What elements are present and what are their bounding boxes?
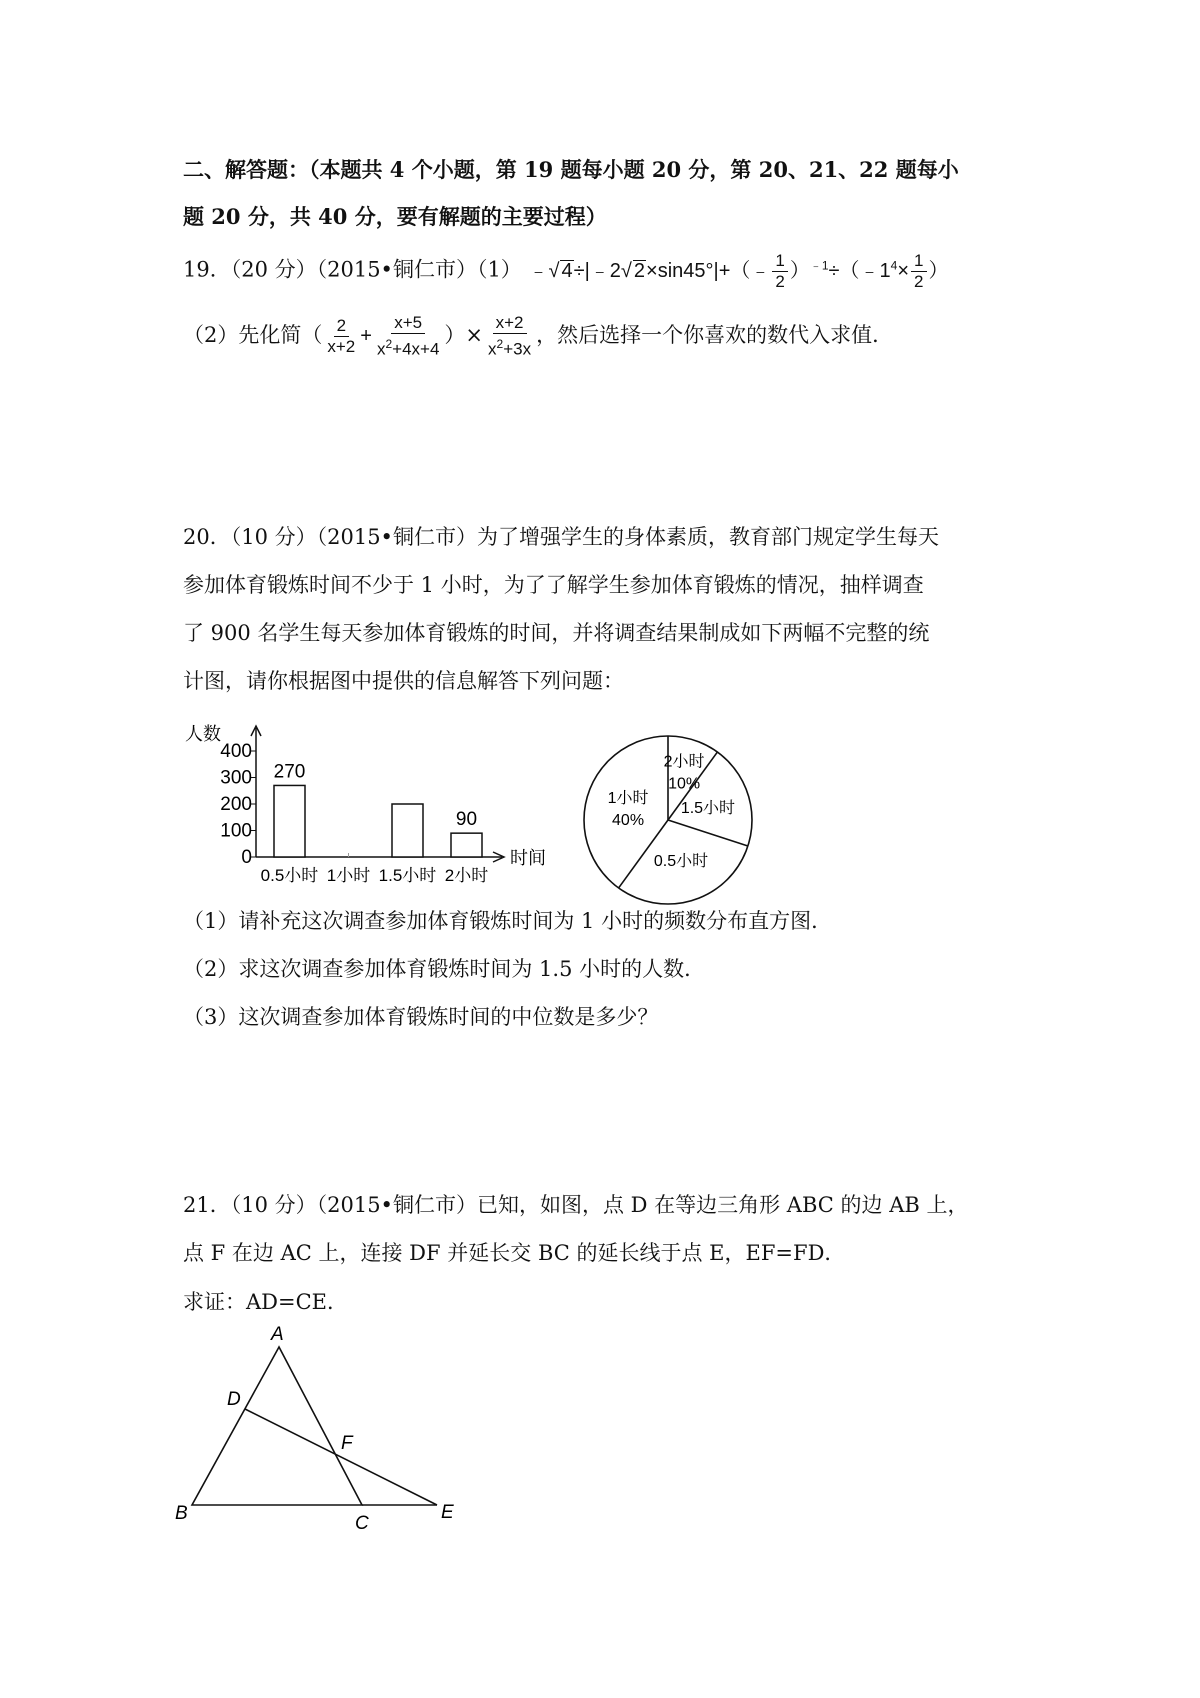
- frac-den: [374, 334, 442, 360]
- bar: [392, 804, 423, 857]
- exponent-neg1: ﹣1: [809, 258, 829, 272]
- den-rest: +4x+4: [392, 339, 440, 359]
- line-de: [245, 1409, 437, 1505]
- q20-line2: 参加体育锻炼时间不少于 1 小时，为了了解学生参加体育锻炼的情况，抽样调查: [183, 573, 924, 597]
- q21-line1: 21．（10 分）（2015•铜仁市）已知，如图，点 D 在等边三角形 ABC 的边 AB 上，: [183, 1193, 969, 1217]
- q19-expression: [528, 250, 949, 291]
- q20-line3: 了 900 名学生每天参加体育锻炼的时间，并将调查结果制成如下两幅不完整的统: [183, 621, 930, 645]
- y-tick-label: 400: [220, 741, 252, 762]
- den-exp: 2: [496, 337, 504, 352]
- pie-slice-label: 1小时: [607, 790, 649, 808]
- radicand-4: 4: [561, 259, 573, 282]
- pie-slice-label: 2小时: [663, 753, 705, 771]
- frac-den: 2: [775, 271, 785, 291]
- x-category-label: 0.5小时: [260, 866, 319, 885]
- pie-slice-label: 0.5小时: [653, 852, 709, 870]
- label-f: F: [341, 1433, 353, 1454]
- expr-end: ）: [928, 259, 949, 282]
- expr-abs-open: ÷|﹣2: [573, 259, 621, 282]
- expr-close: ）: [789, 259, 810, 282]
- y-tick-label: 0: [241, 847, 252, 868]
- y-tick-label: 100: [220, 820, 252, 842]
- q20-sub1: （1）请补充这次调查参加体育锻炼时间为 1 小时的频数分布直方图．: [183, 909, 833, 933]
- x-axis-label: 时间: [510, 848, 546, 868]
- sqrt-sign: √: [548, 259, 560, 282]
- q19-part2-suffix: ，然后选择一个你喜欢的数代入求值．: [536, 323, 894, 347]
- frac-den: [485, 334, 534, 360]
- den-x: x: [376, 339, 386, 359]
- q20-sub2: （2）求这次调查参加体育锻炼时间为 1.5 小时的人数．: [183, 957, 706, 981]
- label-b: B: [175, 1503, 188, 1524]
- expr-sin: ×sin45°|+（﹣: [646, 259, 771, 282]
- pie-slice-label: 1.5小时: [680, 800, 736, 818]
- pie-chart: [568, 720, 768, 920]
- y-tick-label: 300: [220, 767, 252, 789]
- frac-num: x+2: [493, 313, 527, 334]
- den-x: x: [488, 339, 497, 359]
- triangle-abc: [192, 1347, 362, 1505]
- y-tick-label: 200: [220, 794, 252, 815]
- label-a: A: [271, 1325, 284, 1345]
- fraction-half: [772, 251, 787, 292]
- plus-sign: +: [360, 325, 372, 347]
- label-e: E: [441, 1502, 454, 1523]
- frac-num: 1: [772, 251, 787, 272]
- q21-line3: 求证：AD=CE．: [183, 1290, 348, 1314]
- bar-value-label: 90: [455, 809, 478, 831]
- y-axis-label: 人数: [185, 724, 221, 744]
- q19-part1: [183, 250, 949, 292]
- x-category-label: 2小时: [444, 866, 489, 885]
- expr-times: ×: [897, 259, 910, 282]
- den-exp: 2: [385, 337, 393, 352]
- radicand-2: 2: [633, 259, 646, 282]
- bar: [451, 833, 482, 857]
- bar: [274, 785, 305, 857]
- label-c: C: [355, 1513, 369, 1534]
- pie-slice-percent: 40%: [612, 812, 645, 830]
- q19-prefix: 19．（20 分）（2015•铜仁市）（1）: [183, 257, 522, 282]
- sqrt-sign: √: [620, 259, 632, 282]
- q20-line4: 计图，请你根据图中提供的信息解答下列问题：: [183, 669, 624, 693]
- fraction-half-2: [911, 251, 926, 292]
- expr-div: ÷（﹣1: [828, 259, 891, 282]
- q21-line2: 点 F 在边 AC 上，连接 DF 并延长交 BC 的延长线于点 E，EF=FD．: [183, 1241, 846, 1265]
- frac-num: 1: [911, 251, 926, 272]
- q19-part2: [183, 310, 893, 361]
- pie-slice-percent: 10%: [668, 775, 701, 793]
- q19-close: ）×: [444, 323, 484, 347]
- frac-num: x+5: [391, 313, 425, 334]
- x-category-label: 1小时: [326, 866, 371, 885]
- q20-line1: 20．（10 分）（2015•铜仁市）为了增强学生的身体素质，教育部门规定学生每天: [183, 525, 939, 549]
- fraction-2-over-x2: [324, 316, 358, 357]
- q19-part2-prefix: （2）先化简（: [183, 323, 323, 347]
- triangle-figure: [175, 1325, 475, 1535]
- fraction-x2-over: [485, 313, 534, 360]
- frac-den: x+2: [327, 337, 356, 356]
- frac-den: 2: [914, 271, 924, 291]
- section-heading-line1: 二、解答题：（本题共 4 个小题，第 19 题每小题 20 分，第 20、21、22 题每小: [183, 157, 959, 182]
- expr-minus: ﹣: [528, 259, 549, 282]
- label-d: D: [227, 1389, 241, 1410]
- x-category-label: 1.5小时: [378, 866, 437, 885]
- frac-num: 2: [334, 316, 349, 337]
- bar-value-label: 270: [273, 761, 306, 783]
- den-rest: +3x: [503, 339, 532, 359]
- section-heading-line2: 题 20 分，共 40 分，要有解题的主要过程）: [183, 204, 607, 229]
- fraction-x5: [374, 313, 442, 360]
- q20-sub3: （3）这次调查参加体育锻炼时间的中位数是多少？: [183, 1005, 659, 1029]
- bar-chart: [180, 720, 560, 890]
- exponent-4: 4: [890, 258, 898, 272]
